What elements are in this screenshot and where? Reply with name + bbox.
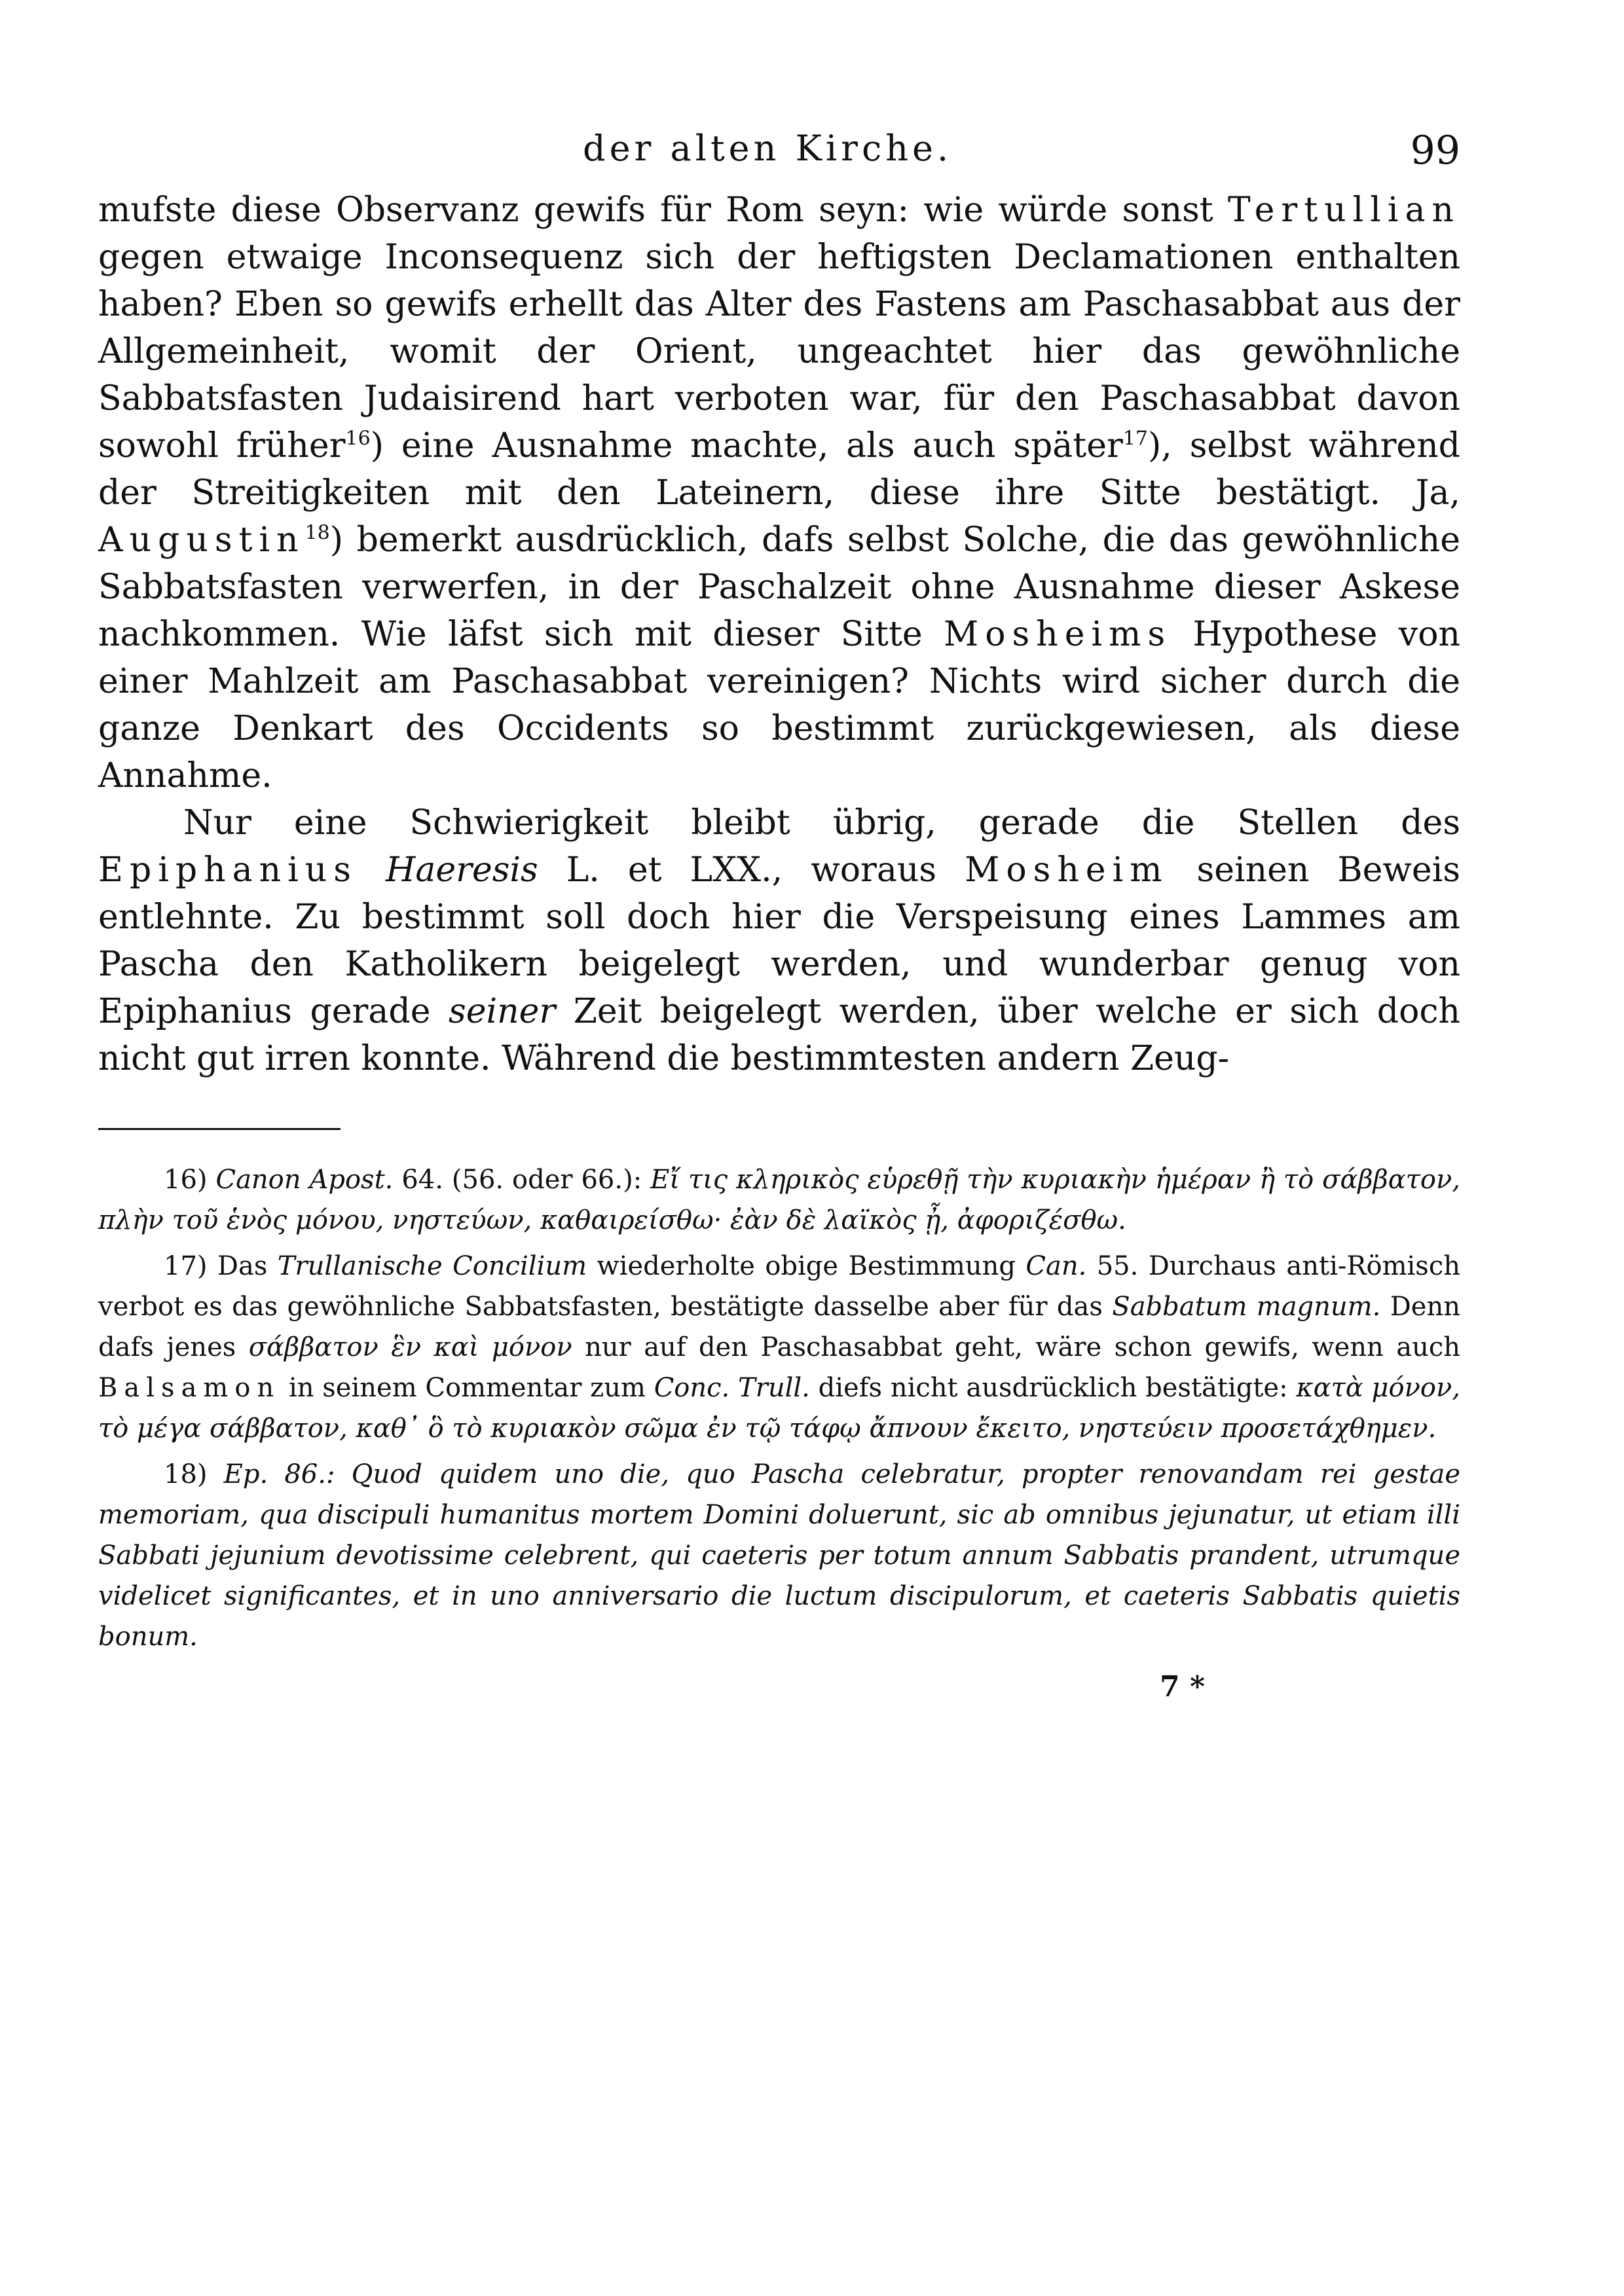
name-balsamon: Balsamon — [98, 1373, 281, 1403]
text-run: Zeit beigelegt werden, über welche er sich doch nicht gut irren konnte. Während die bestimmtesten andern Zeug- — [98, 992, 1460, 1078]
latin-quote: Quod quidem uno die, quo Pascha celebratur, propter renovandam rei gestae memoriam, qua discipuli humanitus mortem Domini doluerunt, sic ab omnibus jejunatur, ut etiam illi Sabbati jejunium devotissime celebrent, qui caeteris per totum annum Sabbatis prandent, utrumque videlicet significantes, et in uno anniversario die luctum discipulorum, et caeteris Sabbatis quietis bonum. — [98, 1459, 1460, 1652]
name-tertullian: Tertullian — [1227, 191, 1460, 230]
text-run: ) eine Ausnahme machte, als auch später — [370, 426, 1123, 465]
canon-abbrev: Can. — [1025, 1251, 1087, 1281]
text-run: seinen Beweis entlehnte. Zu bestimmt soll doch hier die Verspeisung eines Lammes am Pascha den Katholikern beigelegt werden, und wunderbar genug von Epiphanius gerade — [98, 850, 1461, 1031]
footnote-source: Canon Apost. — [215, 1165, 394, 1195]
footnote-18 — [98, 1454, 1460, 1657]
council-name: Trullanische Concilium — [277, 1251, 587, 1281]
text-run: Nur eine Schwierigkeit bleibt übrig, gerade die Stellen des — [183, 803, 1460, 843]
footnote-separator — [98, 1128, 341, 1130]
greek-quote: Εἴ τις κληρικὸς εὑρεθῇ τὴν κυριακὴν ἡμέραν ἢ τὸ σάββατον, πλὴν τοῦ ἑνὸς μόνου, νηστεύων, καθαιρείσθω· ἐὰν δὲ λαϊκὸς ᾖ, ἀφοριζέσθω. — [98, 1165, 1460, 1235]
text-run: ) bemerkt ausdrücklich, dafs selbst Solche, die das gewöhnliche Sabbatsfasten verwerfen, in der Paschalzeit ohne Ausnahme dieser Askese nachkommen. Wie läfst sich mit dieser Sitte — [98, 520, 1460, 654]
main-text — [98, 187, 1460, 1082]
footnote-text: Das — [207, 1251, 278, 1281]
name-mosheims: Mosheims — [944, 615, 1172, 654]
text-run: ), selbst während der Streitigkeiten mit den Lateinern, diese ihre Sitte bestätigt. Ja, — [98, 426, 1460, 513]
footnote-ref-16: 16 — [345, 427, 371, 450]
footnotes — [98, 1159, 1460, 1657]
footnote-16 — [98, 1159, 1460, 1241]
footnote-17 — [98, 1246, 1460, 1449]
emphasis-seiner: seiner — [449, 992, 556, 1031]
name-epiphanius: Epiphanius — [98, 850, 358, 890]
paragraph-2 — [98, 799, 1460, 1082]
book-page — [98, 128, 1460, 1704]
running-head: der alten Kirche. — [583, 128, 953, 169]
signature-mark: 7 * — [1160, 1670, 1205, 1704]
footnote-text: Denn dafs jenes — [98, 1292, 1460, 1362]
footnote-text: wiederholte obige Bestimmung — [587, 1251, 1026, 1281]
footnote-number: 17) — [164, 1251, 208, 1281]
paragraph-1 — [98, 187, 1460, 799]
footnote-text: 55. Durchaus anti-Römisch verbot es das gewöhnliche Sabbatsfasten, bestätigte dasselbe aber für das — [98, 1251, 1460, 1322]
text-run: Hypothese von einer Mahlzeit am Paschasabbat vereinigen? Nichts wird sicher durch die ganze Denkart des Occidents so bestimmt zurückgewiesen, als diese Annahme. — [98, 615, 1460, 795]
title-haeresis: Haeresis — [385, 850, 538, 890]
name-augustin: Augustin — [98, 520, 305, 560]
footnote-text: in seinem Commentar zum — [280, 1373, 654, 1403]
sabbatum-term: Sabbatum magnum. — [1112, 1292, 1381, 1322]
footnote-number: 16) — [164, 1165, 208, 1195]
footnote-text: 64. (56. oder 66.): — [393, 1165, 651, 1195]
footnote-text: diefs nicht ausdrücklich bestätigte: — [809, 1373, 1297, 1403]
text-run: L. et LXX., woraus — [538, 850, 965, 890]
greek-phrase: σάββατον ἓν καὶ μόνον — [248, 1332, 572, 1362]
footnote-ref-17: 17 — [1122, 427, 1149, 450]
epistle-ref: Ep. 86.: — [207, 1459, 335, 1489]
footnote-text: nur auf den Paschasabbat geht, wäre schon gewifs, wenn auch — [572, 1332, 1461, 1362]
text-run: mufste diese Observanz gewifs für Rom seyn: wie würde sonst — [98, 191, 1228, 230]
name-mosheim: Mosheim — [965, 850, 1169, 890]
text-run — [358, 850, 386, 890]
council-abbrev: Conc. Trull. — [654, 1373, 810, 1403]
greek-quote: κατὰ μόνον, τὸ μέγα σάββατον, καθ᾽ ὃ τὸ κυριακὸν σῶμα ἐν τῷ τάφῳ ἄπνουν ἔκειτο, νηστεύειν προσετάχθημεν. — [98, 1373, 1460, 1444]
footnote-ref-18: 18 — [304, 521, 330, 545]
page-number: 99 — [1410, 128, 1460, 173]
text-run: gegen etwaige Inconsequenz sich der heftigsten Declamationen enthalten haben? Eben so gewifs erhellt das Alter des Fastens am Paschasabbat aus der Allgemeinheit, womit der Orient, ungeachtet hier das gewöhnliche Sabbatsfasten Judaisirend hart verboten war, für den Paschasabbat davon sowohl früher — [98, 238, 1460, 465]
footnote-number: 18) — [164, 1459, 208, 1489]
page-header — [98, 128, 1460, 187]
